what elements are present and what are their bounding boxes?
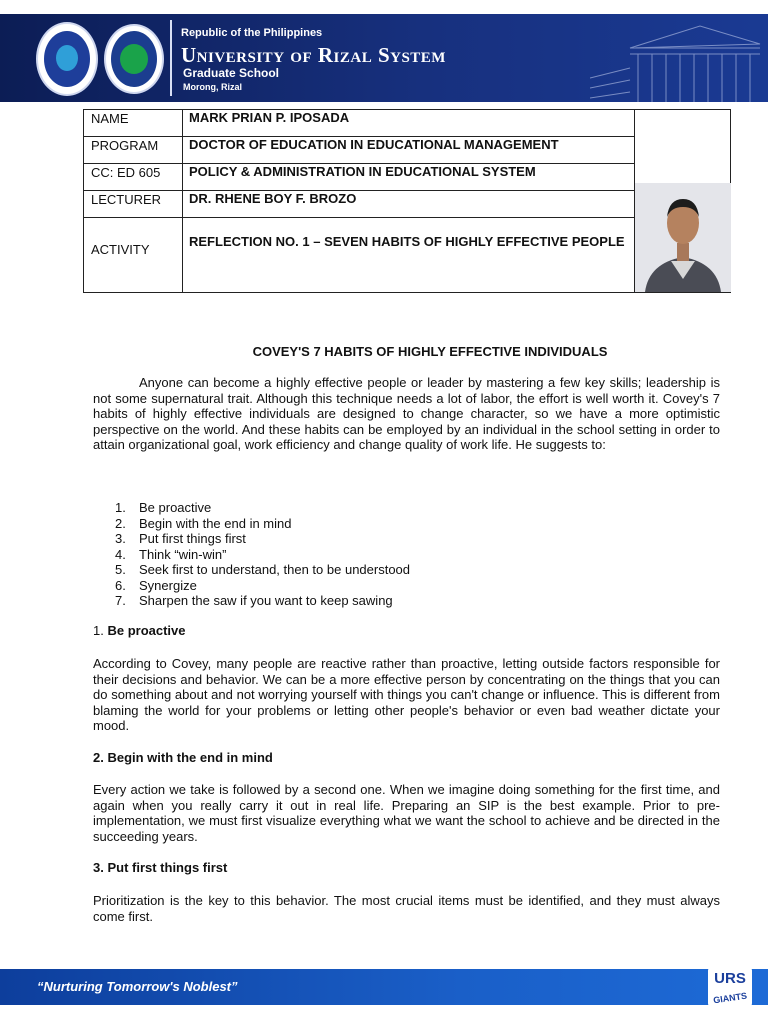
urs-giants-logo (706, 963, 754, 1011)
school-name: Graduate School (183, 66, 280, 80)
course-label: CC: ED 605 (84, 164, 183, 190)
list-item: 5. Seek first to understand, then to be understood (115, 562, 411, 577)
name-value: MARK PRIAN P. IPOSADA (189, 110, 350, 125)
lecturer-label: LECTURER (84, 191, 183, 217)
svg-text:URS: URS (714, 970, 746, 987)
list-item: 1. Be proactive (115, 500, 212, 515)
program-row (84, 137, 634, 164)
list-item: 4. Think “win-win” (115, 546, 227, 562)
lecturer-row (84, 191, 634, 218)
svg-text:GIANTS: GIANTS (712, 990, 748, 1006)
republic-text: Republic of the Philippines (181, 27, 323, 39)
lecturer-value: DR. RHENE BOY F. BROZO (189, 191, 357, 206)
footer-banner (0, 969, 768, 1005)
list-item: 7. Sharpen the saw if you want to keep sawing (115, 593, 393, 608)
section-paragraph-3: Prioritization is the key to this behavior. The most crucial items must be identified, and they must always come first. (93, 893, 720, 924)
program-value: DOCTOR OF EDUCATION IN EDUCATIONAL MANAGEMENT (189, 137, 559, 152)
section-heading-3: 3. Put first things first (93, 860, 228, 875)
habits-list (115, 500, 410, 609)
activity-value: REFLECTION NO. 1 – SEVEN HABITS OF HIGHLY EFFECTIVE PEOPLE (189, 234, 625, 249)
university-name: University of Rizal System (181, 43, 446, 67)
graduate-school-seal-logo (104, 24, 164, 94)
intro-paragraph: Anyone can become a highly effective people or leader by mastering a few key skills; leadership is not some supernatural trait. Although this technique needs a lot of labor, the effort is well worth it. Covey's 7 habits of highly effective individuals are designed to change character, so we have a more optimistic perspective on the world. And these habits can be employed by an individual in the school setting in order to attain organizational goal, work efficiency and change quality of work life. He suggests to: (93, 375, 720, 452)
section-heading-2: 2. Begin with the end in mind (93, 750, 273, 765)
activity-row (84, 218, 634, 292)
university-seal-logo (36, 22, 98, 96)
activity-label: ACTIVITY (84, 218, 183, 292)
program-label: PROGRAM (84, 137, 183, 163)
header-divider (170, 20, 172, 96)
course-value: POLICY & ADMINISTRATION IN EDUCATIONAL SYSTEM (189, 164, 536, 179)
student-photo (635, 183, 731, 292)
section-paragraph-1: According to Covey, many people are reactive rather than proactive, letting outside factors responsible for their decisions and behavior. We can be a more effective person by concentrating on the things that you can do something about and not worrying yourself with things you can't change or influence. This is different from blaming the world for your problems or letting other people's behavior or even bad weather dictate your mood. (93, 656, 720, 733)
section-paragraph-2: Every action we take is followed by a second one. When we imagine doing something for the first time, and again when you really carry it out in real life. Preparing an SIP is the best example. Prior to pre-implementation, we must first visualize everything what we want the school to achieve and be directed in the succeeding years. (93, 782, 720, 844)
photo-cell (634, 110, 730, 292)
header-banner (0, 14, 768, 102)
motto-text: “Nurturing Tomorrow's Noblest” (37, 979, 238, 994)
list-item: 3. Put first things first (115, 531, 246, 546)
name-label: NAME (84, 110, 183, 136)
name-row (84, 110, 634, 137)
list-item: 2. Begin with the end in mind (115, 515, 292, 531)
list-item: 6. Synergize (115, 577, 197, 593)
building-illustration (590, 18, 768, 102)
section-heading-1: 1. Be proactive (93, 623, 186, 638)
course-row (84, 164, 634, 191)
school-location: Morong, Rizal (183, 82, 242, 92)
student-info-table (83, 109, 731, 293)
document-title: COVEY'S 7 HABITS OF HIGHLY EFFECTIVE INDIVIDUALS (252, 344, 608, 359)
